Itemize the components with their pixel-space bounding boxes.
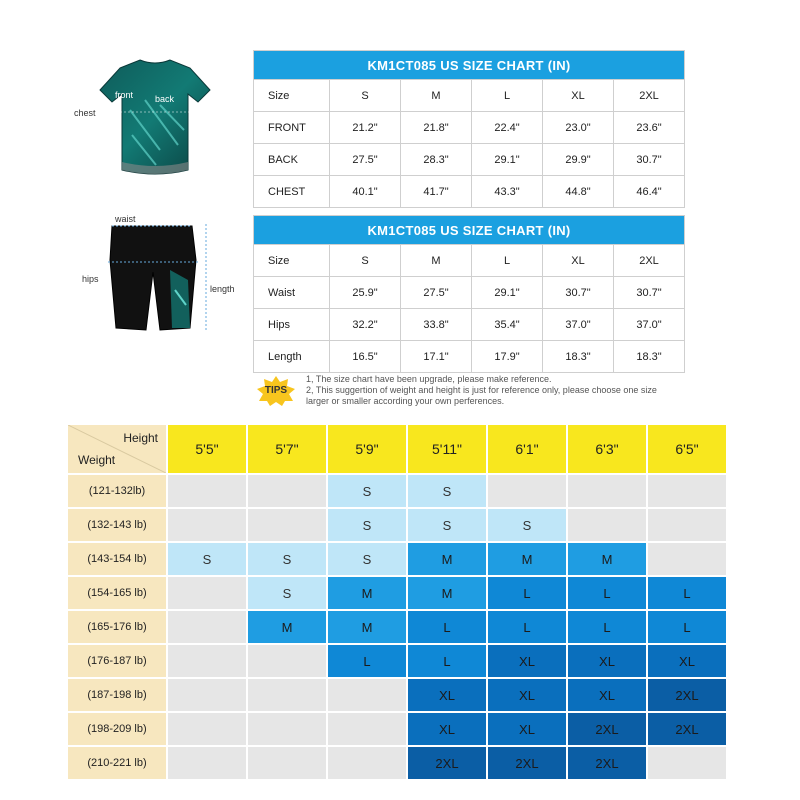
size-grid-cell: L xyxy=(408,611,486,643)
weight-header: (187-198 lb) xyxy=(68,679,166,711)
size-grid-cell: XL xyxy=(408,713,486,745)
size-grid-cell: 2XL xyxy=(568,713,646,745)
table-cell: 30.7" xyxy=(543,277,614,309)
empty-grid-cell xyxy=(248,645,326,677)
table-cell: 43.3" xyxy=(472,176,543,208)
table-row xyxy=(254,112,685,144)
header-cell: L xyxy=(472,80,543,112)
empty-grid-cell xyxy=(168,747,246,779)
size-grid-cell: S xyxy=(248,577,326,609)
size-grid-cell: S xyxy=(488,509,566,541)
size-grid-cell: S xyxy=(328,509,406,541)
empty-grid-cell xyxy=(168,713,246,745)
size-grid-cell: L xyxy=(328,645,406,677)
header-cell: S xyxy=(330,245,401,277)
height-axis-label: Height xyxy=(123,431,158,445)
header-cell: 2XL xyxy=(614,80,685,112)
size-grid-cell: S xyxy=(408,509,486,541)
table-header-row xyxy=(254,80,685,112)
header-cell: Size xyxy=(254,80,330,112)
height-header: 6'5" xyxy=(648,425,726,473)
size-grid-cell: XL xyxy=(568,679,646,711)
table-cell: 17.9" xyxy=(472,341,543,373)
jersey-illustration xyxy=(60,50,250,210)
empty-grid-cell xyxy=(168,645,246,677)
row-label: BACK xyxy=(254,144,330,176)
size-grid-cell: M xyxy=(488,543,566,575)
empty-grid-cell xyxy=(168,475,246,507)
empty-grid-cell xyxy=(648,747,726,779)
empty-grid-cell xyxy=(648,509,726,541)
table-cell: 29.1" xyxy=(472,277,543,309)
size-grid-cell: XL xyxy=(568,645,646,677)
waist-label: waist xyxy=(115,214,136,224)
shorts-size-table xyxy=(253,215,685,373)
table-cell: 21.8" xyxy=(401,112,472,144)
weight-header: (210-221 lb) xyxy=(68,747,166,779)
table-cell: 25.9" xyxy=(330,277,401,309)
size-grid-cell: M xyxy=(328,577,406,609)
table-cell: 30.7" xyxy=(614,144,685,176)
empty-grid-cell xyxy=(648,475,726,507)
empty-grid-cell xyxy=(568,509,646,541)
grid-corner xyxy=(68,425,166,473)
row-label: CHEST xyxy=(254,176,330,208)
weight-header: (132-143 lb) xyxy=(68,509,166,541)
size-grid-cell: L xyxy=(568,577,646,609)
table-cell: 22.4" xyxy=(472,112,543,144)
header-cell: S xyxy=(330,80,401,112)
table-cell: 29.9" xyxy=(543,144,614,176)
table-row xyxy=(254,277,685,309)
shorts-illustration xyxy=(60,210,250,360)
empty-grid-cell xyxy=(248,747,326,779)
empty-grid-cell xyxy=(168,611,246,643)
weight-header: (121-132lb) xyxy=(68,475,166,507)
size-grid-cell: XL xyxy=(488,713,566,745)
row-label: FRONT xyxy=(254,112,330,144)
size-grid-cell: M xyxy=(408,577,486,609)
size-grid-cell: L xyxy=(488,577,566,609)
height-header: 6'1" xyxy=(488,425,566,473)
header-cell: 2XL xyxy=(614,245,685,277)
hips-label: hips xyxy=(82,274,99,284)
size-grid-cell: L xyxy=(408,645,486,677)
row-label: Length xyxy=(254,341,330,373)
table-cell: 18.3" xyxy=(614,341,685,373)
header-cell: XL xyxy=(543,80,614,112)
tip-line-2: 2, This suggertion of weight and height is just for reference only, please choose one size larger or smaller according your own perferences. xyxy=(306,385,657,406)
size-grid-cell: L xyxy=(648,611,726,643)
size-grid-cell: L xyxy=(488,611,566,643)
empty-grid-cell xyxy=(488,475,566,507)
empty-grid-cell xyxy=(168,679,246,711)
weight-axis-label: Weight xyxy=(78,453,116,467)
tips-label: TIPS xyxy=(264,385,288,396)
height-header: 5'11" xyxy=(408,425,486,473)
table-cell: 28.3" xyxy=(401,144,472,176)
size-grid-cell: XL xyxy=(488,645,566,677)
empty-grid-cell xyxy=(648,543,726,575)
empty-grid-cell xyxy=(248,713,326,745)
table-row xyxy=(254,176,685,208)
header-cell: Size xyxy=(254,245,330,277)
empty-grid-cell xyxy=(248,679,326,711)
table-row xyxy=(254,341,685,373)
empty-grid-cell xyxy=(328,713,406,745)
table-cell: 21.2" xyxy=(330,112,401,144)
table-cell: 33.8" xyxy=(401,309,472,341)
height-header: 5'7" xyxy=(248,425,326,473)
empty-grid-cell xyxy=(248,475,326,507)
size-grid-cell: S xyxy=(408,475,486,507)
back-label: back xyxy=(155,94,175,104)
row-label: Hips xyxy=(254,309,330,341)
size-grid-cell: 2XL xyxy=(648,713,726,745)
height-header: 5'9" xyxy=(328,425,406,473)
weight-header: (176-187 lb) xyxy=(68,645,166,677)
height-header: 6'3" xyxy=(568,425,646,473)
size-grid-cell: S xyxy=(248,543,326,575)
table-cell: 35.4" xyxy=(472,309,543,341)
weight-header: (154-165 lb) xyxy=(68,577,166,609)
tips-text xyxy=(306,374,676,407)
table-cell: 37.0" xyxy=(614,309,685,341)
size-grid-cell: S xyxy=(168,543,246,575)
empty-grid-cell xyxy=(568,475,646,507)
jersey-size-table xyxy=(253,50,685,208)
table-cell: 37.0" xyxy=(543,309,614,341)
height-header: 5'5" xyxy=(168,425,246,473)
table-cell: 27.5" xyxy=(330,144,401,176)
empty-grid-cell xyxy=(248,509,326,541)
empty-grid-cell xyxy=(328,679,406,711)
table-cell: 23.0" xyxy=(543,112,614,144)
table-cell: 41.7" xyxy=(401,176,472,208)
jersey-table-title: KM1CT085 US SIZE CHART (IN) xyxy=(254,51,685,80)
size-grid-cell: 2XL xyxy=(568,747,646,779)
table-cell: 27.5" xyxy=(401,277,472,309)
size-grid-cell: M xyxy=(568,543,646,575)
table-row xyxy=(254,144,685,176)
size-grid-cell: XL xyxy=(648,645,726,677)
table-cell: 23.6" xyxy=(614,112,685,144)
length-label: length xyxy=(210,284,235,294)
weight-header: (165-176 lb) xyxy=(68,611,166,643)
size-grid-cell: M xyxy=(248,611,326,643)
size-grid-cell: L xyxy=(648,577,726,609)
table-cell: 18.3" xyxy=(543,341,614,373)
table-cell: 30.7" xyxy=(614,277,685,309)
size-grid-cell: S xyxy=(328,543,406,575)
jersey-icon xyxy=(60,50,250,210)
table-cell: 40.1" xyxy=(330,176,401,208)
size-grid-cell: 2XL xyxy=(408,747,486,779)
row-label: Waist xyxy=(254,277,330,309)
weight-header: (143-154 lb) xyxy=(68,543,166,575)
shorts-table-title: KM1CT085 US SIZE CHART (IN) xyxy=(254,216,685,245)
size-grid-cell: S xyxy=(328,475,406,507)
table-cell: 32.2" xyxy=(330,309,401,341)
size-grid-cell: L xyxy=(568,611,646,643)
tips-badge xyxy=(257,376,295,406)
header-cell: L xyxy=(472,245,543,277)
table-cell: 44.8" xyxy=(543,176,614,208)
size-grid-cell: M xyxy=(328,611,406,643)
front-label: front xyxy=(115,90,134,100)
empty-grid-cell xyxy=(328,747,406,779)
header-cell: M xyxy=(401,80,472,112)
size-grid-cell: M xyxy=(408,543,486,575)
table-cell: 16.5" xyxy=(330,341,401,373)
table-header-row xyxy=(254,245,685,277)
size-grid-cell: 2XL xyxy=(648,679,726,711)
table-cell: 29.1" xyxy=(472,144,543,176)
table-cell: 17.1" xyxy=(401,341,472,373)
size-grid-cell: XL xyxy=(488,679,566,711)
chest-label: chest xyxy=(74,108,96,118)
size-grid-cell: XL xyxy=(408,679,486,711)
size-grid-cell: 2XL xyxy=(488,747,566,779)
weight-header: (198-209 lb) xyxy=(68,713,166,745)
header-cell: M xyxy=(401,245,472,277)
empty-grid-cell xyxy=(168,577,246,609)
tip-line-1: 1, The size chart have been upgrade, please make reference. xyxy=(306,374,552,384)
empty-grid-cell xyxy=(168,509,246,541)
header-cell: XL xyxy=(543,245,614,277)
table-row xyxy=(254,309,685,341)
table-cell: 46.4" xyxy=(614,176,685,208)
